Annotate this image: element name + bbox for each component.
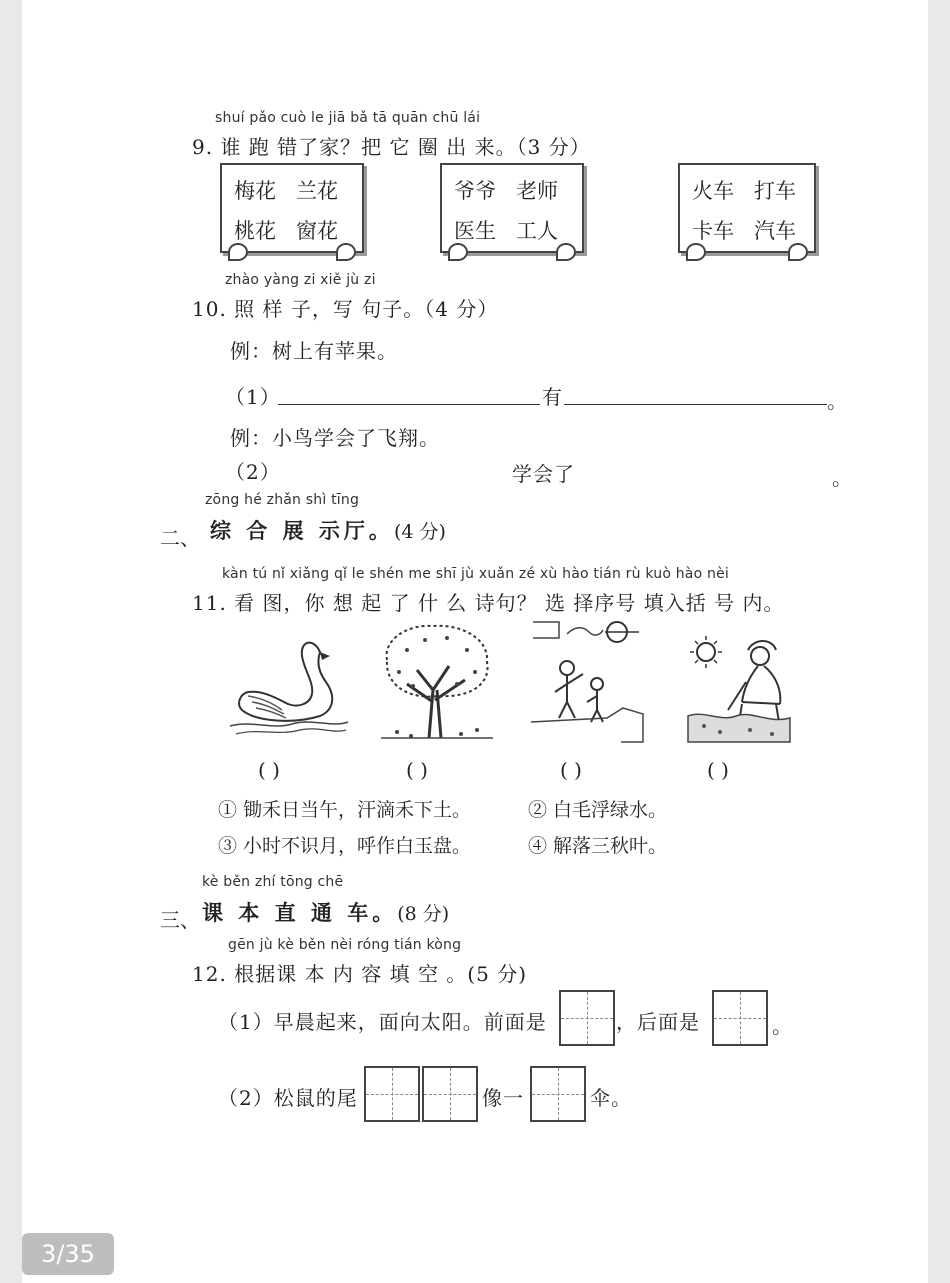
q10-item-2-label: （2） — [225, 460, 281, 484]
swan-picture — [222, 630, 352, 740]
sec2-title-text: 综 合 展 示厅。 — [210, 518, 394, 543]
card-word: 窗花 — [296, 219, 338, 243]
q12-line-1-a: （1）早晨起来，面向太阳。前面是 — [218, 1010, 547, 1034]
page-counter: 3/35 — [22, 1233, 114, 1275]
q10-example-2: 例：小鸟学会了飞翔。 — [230, 426, 440, 450]
tree-picture — [377, 620, 497, 742]
farmer-picture — [684, 632, 794, 744]
q12-line-2-a: （2）松鼠的尾 — [218, 1086, 358, 1110]
answer-paren-2[interactable]: ( ) — [406, 758, 428, 782]
q12-line-1-c: 。 — [772, 1014, 793, 1038]
scroll-curl-icon — [686, 243, 706, 261]
tianzige-box[interactable] — [712, 990, 768, 1046]
card-word: 桃花 — [234, 219, 276, 243]
q11-text: 11. 看 图，你 想 起 了 什 么 诗句？ 选 择序号 填入括 号 内。 — [192, 591, 785, 615]
scroll-curl-icon — [788, 243, 808, 261]
moon-picture — [527, 618, 647, 744]
q11-pinyin: kàn tú nǐ xiǎng qǐ le shén me shī jù xuǎn zé xù hào tián rù kuò hào nèi — [222, 566, 729, 582]
q10-item-1-end: 。 — [827, 389, 848, 413]
card-word: 打车 — [754, 179, 796, 203]
answer-line[interactable] — [278, 404, 540, 405]
card-word: 卡车 — [692, 219, 734, 243]
q10-item-2-mid: 学会了 — [512, 462, 575, 486]
word-card-3 — [678, 163, 816, 253]
sec3-number: 三、 — [160, 908, 200, 932]
tianzige-box[interactable] — [364, 1066, 420, 1122]
q10-item-1-mid: 有 — [542, 385, 563, 409]
answer-line[interactable] — [564, 404, 827, 405]
scroll-curl-icon — [556, 243, 576, 261]
q9-pinyin: shuí pǎo cuò le jiā bǎ tā quān chū lái — [215, 110, 481, 126]
card-word: 兰花 — [296, 179, 338, 203]
document-page — [22, 0, 928, 1283]
poem-option-4: ④ 解落三秋叶。 — [528, 835, 668, 857]
q9-text: 9. 谁 跑 错了家？把 它 圈 出 来。（3 分） — [192, 135, 591, 159]
q12-pinyin: gēn jù kè běn nèi róng tián kòng — [228, 937, 462, 953]
q10-example-1: 例：树上有苹果。 — [230, 339, 398, 363]
word-card-1 — [220, 163, 364, 253]
q10-item-2-end: 。 — [832, 466, 853, 490]
poem-option-3: ③ 小时不识月，呼作白玉盘。 — [218, 835, 472, 857]
sec3-points: (8 分) — [397, 903, 450, 925]
sec2-title — [210, 515, 446, 545]
tianzige-box[interactable] — [422, 1066, 478, 1122]
q10-text: 10. 照 样 子，写 句子。（4 分） — [192, 297, 499, 321]
poem-option-2: ② 白毛浮绿水。 — [528, 799, 668, 821]
sec3-title-text: 课 本 直 通 车。 — [202, 900, 398, 925]
sec2-pinyin: zōng hé zhǎn shì tīng — [205, 492, 360, 508]
card-word: 老师 — [516, 179, 558, 203]
q12-line-2-b: 像一 — [482, 1086, 524, 1110]
q12-text: 12. 根据课 本 内 容 填 空 。(5 分) — [192, 962, 527, 986]
q12-line-1-b: ，后面是 — [616, 1010, 700, 1034]
card-word: 火车 — [692, 179, 734, 203]
scroll-curl-icon — [228, 243, 248, 261]
tianzige-box[interactable] — [530, 1066, 586, 1122]
sec2-points: (4 分) — [393, 521, 446, 543]
q10-pinyin: zhào yàng zi xiě jù zi — [225, 272, 376, 288]
sec3-pinyin: kè běn zhí tōng chē — [202, 874, 344, 890]
card-word: 梅花 — [234, 179, 276, 203]
card-word: 爷爷 — [454, 179, 496, 203]
tianzige-box[interactable] — [559, 990, 615, 1046]
q12-line-2-c: 伞。 — [590, 1086, 632, 1110]
answer-paren-4[interactable]: ( ) — [707, 758, 729, 782]
scroll-curl-icon — [336, 243, 356, 261]
scroll-curl-icon — [448, 243, 468, 261]
poem-option-1: ① 锄禾日当午，汗滴禾下土。 — [218, 799, 472, 821]
answer-paren-1[interactable]: ( ) — [258, 758, 280, 782]
answer-paren-3[interactable]: ( ) — [560, 758, 582, 782]
sec2-number: 二、 — [160, 526, 200, 550]
sec3-title — [202, 897, 449, 927]
card-word: 工人 — [516, 219, 558, 243]
card-word: 医生 — [454, 219, 496, 243]
q10-item-1-label: （1） — [225, 385, 281, 409]
word-card-2 — [440, 163, 584, 253]
card-word: 汽车 — [754, 219, 796, 243]
